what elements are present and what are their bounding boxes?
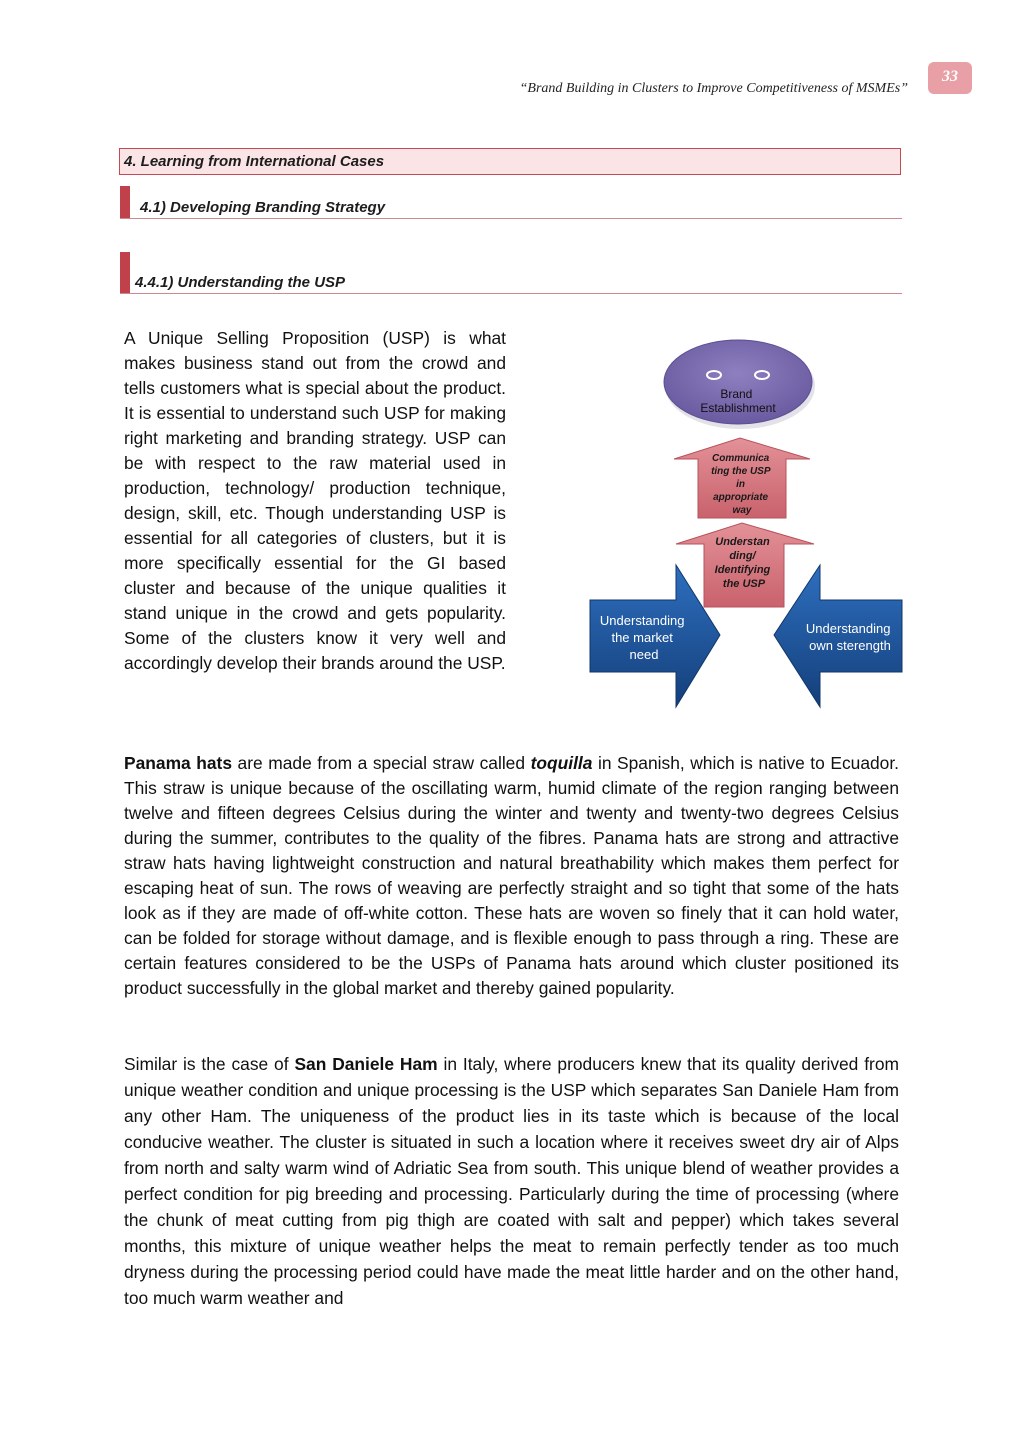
upper-arrow-line: way (732, 505, 752, 516)
brand-label-line: Establishment (700, 401, 776, 415)
panama-hats-paragraph (124, 751, 899, 1001)
subsection-title: 4.1) Developing Branding Strategy (140, 199, 386, 216)
subsubsection-heading (120, 252, 902, 294)
subsection-heading (120, 186, 902, 219)
upper-arrow-line: in (736, 479, 746, 490)
brand-establishment-node (664, 340, 815, 429)
section-heading-box (119, 148, 901, 175)
upper-arrow-line: appropriate (713, 492, 769, 503)
brand-label-line: Brand (720, 387, 753, 401)
page-number-badge: 33 (928, 62, 972, 94)
identifying-usp-arrow (676, 523, 814, 607)
san-daniele-paragraph (124, 1051, 899, 1311)
san-daniele-term: San Daniele Ham (294, 1054, 438, 1074)
own-strength-arrow (774, 565, 902, 707)
market-need-arrow (590, 565, 720, 707)
lower-arrow-line: ding/ (729, 550, 756, 562)
toquilla-term: toquilla (530, 753, 593, 773)
para2-text-b: in Spanish, which is native to Ecuador. This straw is unique because of the oscillating warm, humid climate of the region ranging between twelve and fifteen degrees Celsius during the winter and twenty and twenty-two degrees Celsius during the summer, contributes to the quality of the fibres. Panama hats are strong and attractive straw hats having lightweight construction and natural breathability which makes them perfect for escaping heat of sun. The rows of weaving are perfectly straight and so tight that some of the hats look as if they are made of off-white cotton. These hats are woven so finely that it can hold water, can be folded for storage without damage, and is flexible enough to pass through a ring. These are certain features considered to be the USPs of Panama hats around which cluster positioned its product successfully in the global market and thereby gained popularity. (124, 753, 899, 998)
usp-diagram (580, 335, 910, 715)
lower-arrow-line: Understan (715, 536, 770, 548)
right-arrow-line: Understanding (805, 621, 891, 636)
upper-arrow-line: Communica (711, 453, 770, 464)
running-header: “Brand Building in Clusters to Improve Competitiveness of MSMEs” (519, 81, 908, 96)
section-heading: 4. Learning from International Cases (124, 153, 385, 170)
left-arrow-line: need (629, 647, 659, 662)
para3-text-b: in Italy, where producers knew that its quality derived from unique weather condition and unique processing is the USP which separates San Daniele Ham from any other Ham. The uniqueness of the product lies in its taste which is because of the local conducive weather. The cluster is situated in such a location where it receives sweet dry air of Alps from north and salty warm wind of Adriatic Sea from south. This unique blend of weather provides a perfect condition for pig breeding and processing. Particularly during the time of processing (where the chunk of meat cutting from pig thigh are coated with salt and pepper) which takes several months, this mixture of unique weather helps the meat to remain perfectly tender as too much dryness during the processing period could have made the meat little harder and on the other hand, too much warm weather and (124, 1054, 899, 1308)
lower-arrow-line: the USP (722, 578, 766, 590)
para3-text-a: Similar is the case of (124, 1054, 295, 1074)
upper-arrow-line: ting the USP (711, 466, 771, 477)
subsubsection-title: 4.4.1) Understanding the USP (135, 274, 346, 291)
communicating-usp-arrow (674, 438, 810, 518)
left-arrow-line: the market (611, 630, 673, 645)
usp-intro-paragraph: A Unique Selling Proposition (USP) is what makes business stand out from the crowd and tells customers what is special about the product. It is essential to understand such USP for making right marketing and branding strategy. USP can be with respect to the raw material used in production, technology/ production technique, design, skill, etc. Though understanding USP is essential for all categories of clusters, but it is more specifically essential for the GI based cluster and because of the unique qualities it stand unique in the crowd and gets popularity. Some of the clusters know it very well and accordingly develop their brands around the USP. (124, 328, 506, 673)
left-arrow-line: Understanding (599, 613, 685, 628)
heading-accent-bar (120, 252, 130, 293)
panama-hats-term: Panama hats (124, 753, 233, 773)
lower-arrow-line: Identifying (714, 564, 771, 576)
right-arrow-line: own sterength (809, 638, 891, 653)
para2-text-a: are made from a special straw called (232, 753, 531, 773)
heading-accent-bar (120, 186, 130, 218)
